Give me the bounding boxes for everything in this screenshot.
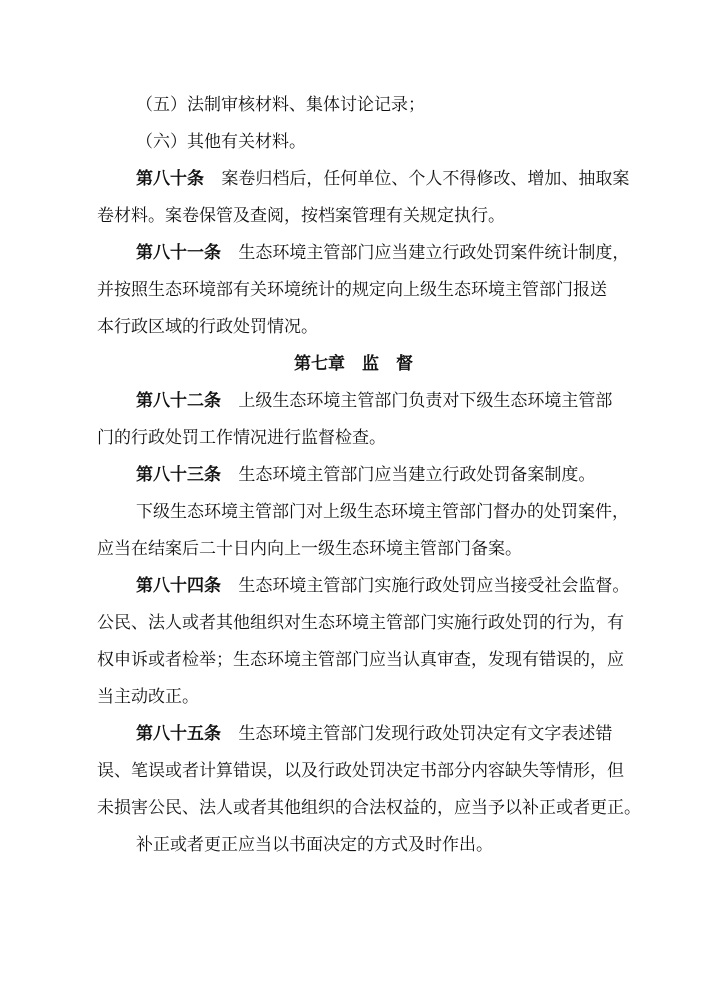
- line-text: 权申诉或者检举；生态环境主管部门应当认真审查，发现有错误的，应: [97, 650, 624, 670]
- line-text: （五）法制审核材料、集体讨论记录；: [136, 95, 425, 115]
- text-line: [136, 495, 656, 529]
- line-text: 本行政区域的行政处罚情况。: [97, 317, 318, 337]
- text-line: [97, 791, 641, 825]
- article-number: 第八十一条: [136, 243, 221, 263]
- article-text: 上级生态环境主管部门负责对下级生态环境主管部: [238, 391, 613, 411]
- article-text: 生态环境主管部门实施行政处罚应当接受社会监督。: [238, 576, 630, 596]
- article-line: [136, 162, 656, 196]
- text-line: [97, 532, 617, 566]
- article-line: [136, 384, 656, 418]
- article-text: 生态环境主管部门应当建立行政处罚备案制度。: [238, 465, 596, 485]
- line-text: 卷材料。案卷保管及查阅，按档案管理有关规定执行。: [97, 206, 505, 226]
- line-text: 未损害公民、法人或者其他组织的合法权益的，应当予以补正或者更正。: [97, 798, 641, 818]
- article-line: [136, 717, 656, 751]
- line-text: 当主动改正。: [97, 687, 199, 707]
- text-line: [97, 421, 617, 455]
- article-text: 生态环境主管部门发现行政处罚决定有文字表述错: [238, 724, 613, 744]
- article-text: 案卷归档后，任何单位、个人不得修改、增加、抽取案: [221, 169, 630, 189]
- text-line: [97, 680, 617, 714]
- text-line: [97, 310, 617, 344]
- article-text: 生态环境主管部门应当建立行政处罚案件统计制度，: [238, 243, 630, 263]
- line-text: （六）其他有关材料。: [136, 132, 306, 152]
- text-line: [97, 606, 624, 640]
- article-number: 第八十五条: [136, 724, 221, 744]
- text-line: [136, 828, 656, 862]
- text-line: [97, 754, 624, 788]
- article-number: 第八十条: [136, 169, 204, 189]
- chapter-title: 第七章 监 督: [294, 354, 413, 374]
- text-line: [97, 199, 617, 233]
- article-number: 第八十四条: [136, 576, 221, 596]
- chapter-heading: [0, 347, 707, 381]
- line-text: 并按照生态环境部有关环境统计的规定向上级生态环境主管部门报送: [97, 280, 607, 300]
- article-line: [136, 569, 656, 603]
- text-line: [97, 273, 617, 307]
- line-text: 公民、法人或者其他组织对生态环境主管部门实施行政处罚的行为，有: [97, 613, 624, 633]
- text-line: [136, 125, 656, 159]
- article-line: [136, 458, 656, 492]
- text-line: [97, 643, 624, 677]
- article-number: 第八十三条: [136, 465, 221, 485]
- article-line: [136, 236, 656, 270]
- text-line: [136, 88, 656, 122]
- article-number: 第八十二条: [136, 391, 221, 411]
- line-text: 补正或者更正应当以书面决定的方式及时作出。: [136, 835, 493, 855]
- line-text: 门的行政处罚工作情况进行监督检查。: [97, 428, 386, 448]
- line-text: 下级生态环境主管部门对上级生态环境主管部门督办的处罚案件，: [136, 502, 629, 522]
- line-text: 应当在结案后二十日内向上一级生态环境主管部门备案。: [97, 539, 522, 559]
- line-text: 误、笔误或者计算错误，以及行政处罚决定书部分内容缺失等情形，但: [97, 761, 624, 781]
